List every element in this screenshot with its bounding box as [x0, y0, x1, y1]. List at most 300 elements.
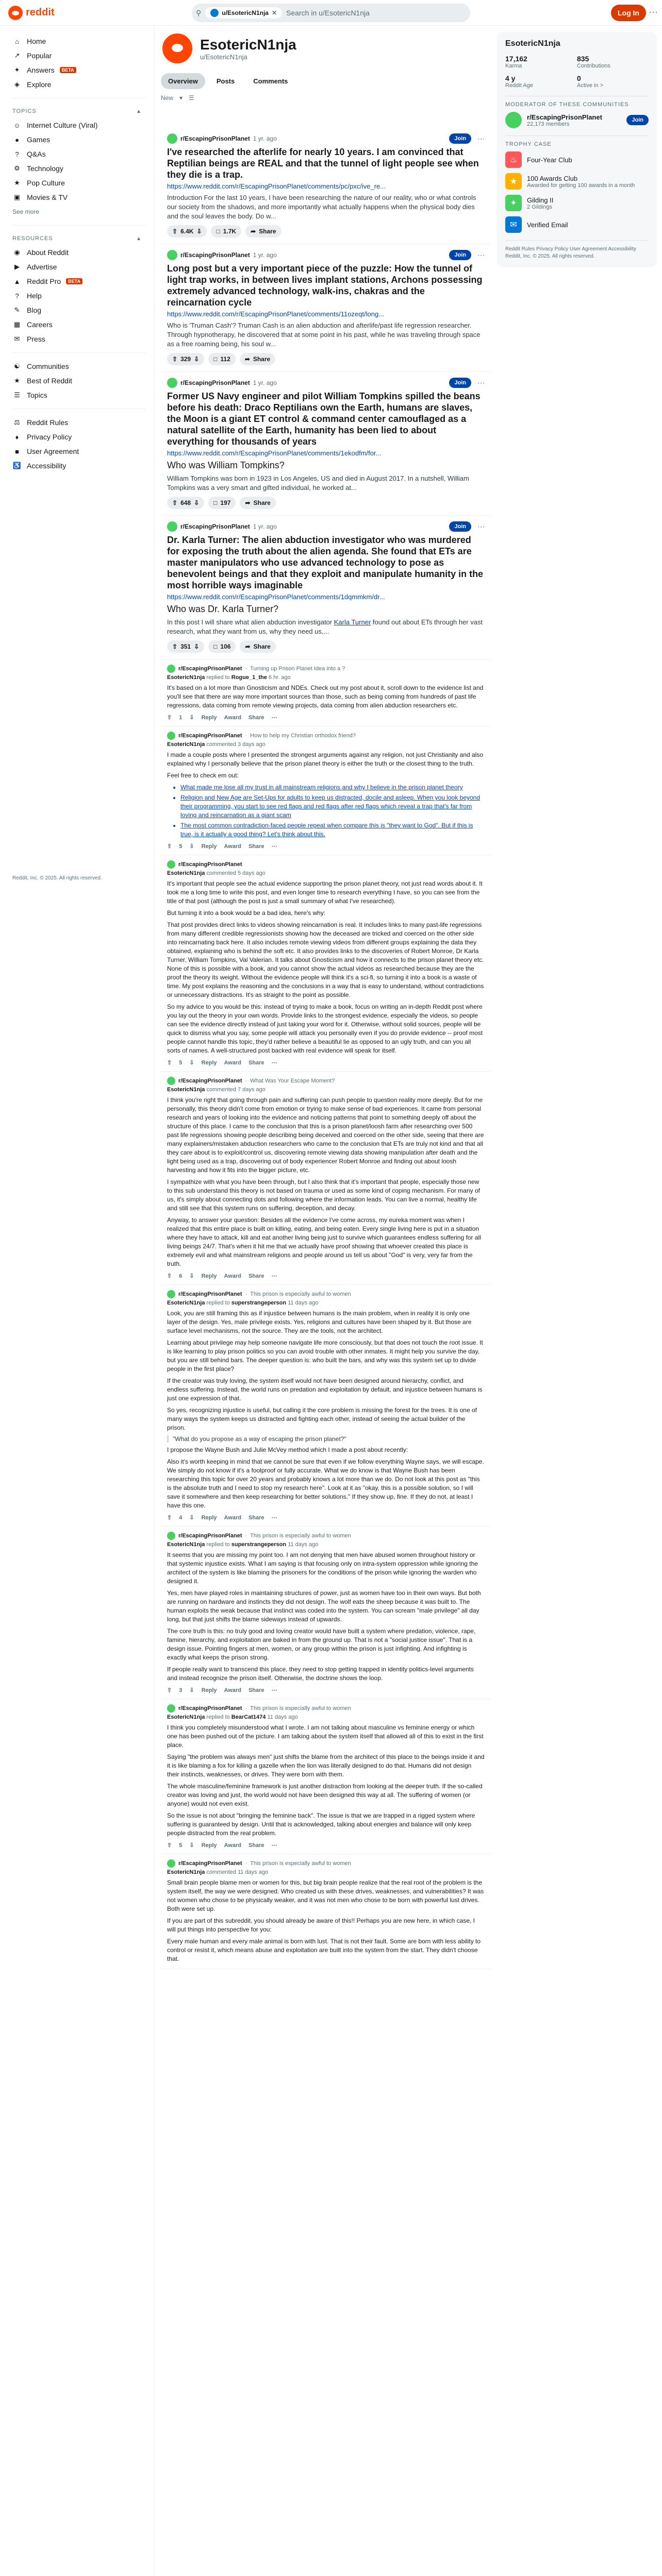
subreddit-icon: [167, 521, 177, 532]
share-button[interactable]: [240, 353, 275, 365]
sidebar-item-about[interactable]: [12, 245, 146, 260]
upvote-icon[interactable]: ⇧: [167, 1060, 172, 1066]
share-button[interactable]: Share: [248, 1059, 264, 1066]
comment-author-line: [167, 1541, 485, 1548]
subreddit-icon: [167, 732, 175, 740]
separator-dot: ·: [245, 1533, 247, 1539]
sort-label: New: [161, 94, 174, 101]
sidebar-item-rules[interactable]: [12, 415, 146, 430]
profile-header: [161, 32, 491, 101]
comment-count: 112: [220, 355, 230, 363]
agreement-icon: ■: [15, 447, 19, 455]
comment-subreddit[interactable]: r/EscapingPrisonPlanet: [178, 1078, 242, 1084]
search-scope-label: u/EsotericN1nja: [222, 9, 269, 16]
reply-button[interactable]: Reply: [201, 1514, 217, 1521]
pop-culture-icon: ★: [14, 179, 20, 187]
downvote-icon[interactable]: ⇩: [194, 355, 200, 363]
upvote-icon[interactable]: ⇧: [172, 643, 178, 650]
trophy-list: [505, 151, 649, 233]
comment-actions: [167, 843, 485, 850]
share-label: Share: [259, 228, 276, 235]
replied-to-text: replied to: [205, 1714, 231, 1720]
more-options-icon[interactable]: ⋯: [271, 1273, 277, 1279]
comment-paragraph: Look, you are still framing this as if injustice between humans is the main problem, when in reality it is only one layer of the design. Yes, male privilege exists. Yes, religions and cultures have been shaped by it. But those are surface level mechanisms, not the source. They are the tools, not the architect.: [167, 1310, 472, 1334]
comment-author[interactable]: EsotericN1nja: [167, 1300, 205, 1306]
post-body-text: found out about ETs through her vast research, what they want from us, why they need us,...: [167, 618, 483, 635]
comment-subreddit[interactable]: r/EscapingPrisonPlanet: [178, 733, 242, 739]
moderator-header: MODERATOR OF THESE COMMUNITIES: [505, 101, 629, 108]
join-button[interactable]: Join: [626, 115, 649, 125]
more-options-icon[interactable]: ⋯: [271, 715, 277, 721]
more-options-icon[interactable]: ⋯: [477, 378, 485, 387]
sidebar-item-topic[interactable]: [12, 118, 146, 132]
comment-thread-title[interactable]: This prison is especially awful to women: [250, 1705, 351, 1711]
sidebar-item-label: Topics: [27, 391, 47, 399]
sidebar-item-advertise[interactable]: [12, 260, 146, 274]
comment-thread-title[interactable]: This prison is especially awful to women: [250, 1533, 351, 1539]
comment-context: [167, 1077, 485, 1085]
join-button[interactable]: Join: [449, 133, 471, 144]
inline-link[interactable]: Karla Turner: [334, 618, 371, 626]
join-button[interactable]: Join: [449, 250, 471, 260]
sidebar-item-careers[interactable]: [12, 317, 146, 332]
post-title[interactable]: Long post but a very important piece of the puzzle: How the tunnel of light trap works, in between lives implant stations, Archons possessing extremely advanced technology, walk-ins, chakras and the reincarnation cycle: [167, 263, 483, 308]
technology-icon: ⚙: [14, 164, 20, 172]
sidebar-item-privacy[interactable]: [12, 430, 146, 444]
trophy-text: [527, 221, 568, 229]
comment-context: [167, 860, 485, 869]
user-avatar-icon: [210, 9, 219, 17]
comment-card[interactable]: [161, 1699, 491, 1854]
replied-to-user[interactable]: BearCat1474: [231, 1714, 266, 1720]
reply-button[interactable]: Reply: [201, 843, 217, 850]
resources-header-label: RESOURCES: [12, 235, 53, 242]
more-options-icon[interactable]: ⋯: [477, 522, 485, 531]
post-subreddit[interactable]: r/EscapingPrisonPlanet: [180, 135, 250, 142]
downvote-icon[interactable]: ⇩: [189, 843, 194, 850]
comment-paragraph: It's based on a lot more than Gnosticism and NDEs. Check out my post about it, scroll down to the evidence list and you'll see that there are way more important sources than those, such as being coming from hundreds of past life regressions, data coming from remote viewing projects, data coming from alien abduction researchers etc.: [167, 684, 484, 709]
post-body: Who is 'Truman Cash'? Truman Cash is an alien abduction and afterlife/past life regression researcher. Through hypnotherapy, he discovered that at some point in his past, while he was traveling through space as a free roaming being, his soul w...: [167, 321, 481, 348]
sidebar-item-label: Advertise: [27, 263, 57, 271]
clear-scope-icon[interactable]: ✕: [271, 9, 277, 16]
upvote-icon[interactable]: ⇧: [167, 1273, 172, 1279]
comment-paragraph: If you are part of this subreddit, you should already be aware of this!! Perhaps you are new here, in which case, I will put things into perspective for you:: [167, 1917, 475, 1933]
downvote-icon[interactable]: ⇩: [189, 1273, 194, 1279]
comments-button[interactable]: [208, 497, 236, 509]
best-of-icon: ★: [14, 377, 20, 384]
comment-author[interactable]: EsotericN1nja: [167, 1869, 205, 1875]
share-button[interactable]: Share: [248, 1687, 264, 1693]
chevron-down-icon: ▾: [179, 94, 183, 101]
accessibility-icon: ♿: [12, 462, 22, 469]
comment-author-line: [167, 741, 485, 748]
reply-button[interactable]: Reply: [201, 1687, 217, 1693]
share-button[interactable]: [245, 225, 281, 238]
comment-author[interactable]: EsotericN1nja: [167, 1087, 205, 1093]
comment-quote: "What do you propose as a way of escaping the prison planet?": [167, 1435, 485, 1443]
sidebar-item-press[interactable]: [12, 332, 146, 346]
separator-dot: ·: [245, 733, 247, 739]
replied-to-user[interactable]: superstrangeperson: [231, 1300, 287, 1306]
comments-button[interactable]: [211, 225, 241, 238]
comment-subreddit[interactable]: r/EscapingPrisonPlanet: [178, 1533, 242, 1539]
replied-to-user[interactable]: Rogue_1_the: [231, 674, 267, 681]
internet-culture-icon: ☺: [13, 121, 21, 129]
help-icon: ?: [15, 292, 19, 300]
sidebar-item-answers[interactable]: [12, 63, 146, 77]
sidebar-item-best-of-reddit[interactable]: [12, 374, 146, 388]
post-card[interactable]: [161, 244, 491, 372]
trophy-case-header: TROPHY CASE: [505, 141, 552, 147]
topics-icon: ☰: [14, 391, 20, 399]
upvote-icon[interactable]: ⇧: [167, 1687, 172, 1693]
comment-subreddit[interactable]: r/EscapingPrisonPlanet: [178, 666, 242, 672]
upvote-icon[interactable]: ⇧: [167, 1515, 172, 1521]
comment-count: 197: [220, 499, 231, 506]
more-options-icon[interactable]: ⋯: [477, 250, 485, 259]
post-title[interactable]: Dr. Karla Turner: The alien abduction investigator who was murdered for exposing the truth about the alien agenda. She found that ETs are master manipulators who use advanced technology to pose as benevolent beings and that they exploit and manipulate humanity in the most horrible ways imaginable: [167, 535, 484, 590]
comment-author[interactable]: EsotericN1nja: [167, 674, 205, 681]
post-card[interactable]: [161, 516, 491, 659]
share-label: Share: [253, 643, 271, 650]
comment-link-list: [180, 783, 485, 839]
comment-actions: [167, 1687, 485, 1693]
award-button[interactable]: Award: [224, 843, 241, 850]
vote-button[interactable]: [167, 497, 204, 509]
reddit-pro-icon: ▲: [13, 277, 21, 285]
comment-vote-count: 5: [179, 843, 183, 850]
search-input[interactable]: Search in u/EsotericN1nja: [286, 9, 370, 17]
chevron-up-icon: ▲: [136, 235, 142, 242]
profile-handle: u/EsotericN1nja: [200, 53, 247, 61]
comment-card[interactable]: [161, 1072, 491, 1285]
sidebar-item-topics[interactable]: [12, 388, 146, 402]
comment-thread-title[interactable]: This prison is especially awful to women: [250, 1860, 351, 1867]
sidebar-item-accessibility[interactable]: [12, 459, 146, 473]
comment-paragraph: So yes, recognizing injustice is useful, but calling it the core problem is missing the forest for the trees. It is one of many ways the system keeps us distracted and fighting each other, instead of seeing the actual builder of the prison.: [167, 1406, 477, 1431]
sidebar-item-label: Home: [27, 37, 46, 45]
subreddit-icon: [167, 1704, 175, 1713]
search-icon: ⚲: [196, 8, 202, 17]
stat-value: 4 y: [505, 74, 516, 82]
profile-tabs: [161, 73, 491, 89]
trophy-name: Four-Year Club: [527, 156, 572, 164]
reddit-icon: ◉: [14, 248, 20, 256]
post-link[interactable]: https://www.reddit.com/r/EscapingPrisonPlanet/comments/1dqmmkm/dr...: [167, 593, 385, 601]
comment-author-line: [167, 674, 485, 681]
share-icon: ➦: [251, 228, 256, 235]
separator-dot: ·: [245, 1860, 247, 1867]
share-button[interactable]: Share: [248, 1842, 264, 1849]
reply-button[interactable]: Reply: [201, 1842, 217, 1849]
comment-count: 106: [220, 643, 231, 650]
upvote-icon[interactable]: ⇧: [172, 228, 178, 235]
search-bar[interactable]: [192, 4, 470, 22]
sidebar-item-user-agreement[interactable]: [12, 444, 146, 459]
reply-button[interactable]: Reply: [201, 1059, 217, 1066]
post-title[interactable]: Former US Navy engineer and pilot William Tompkins spilled the beans before his death: Draco Reptilians own the Earth, humans are slaves, the Moon is a giant ET control & command center camouflaged as a natural satellite of the Earth, humanity has been lied to about everything for thousands of years: [167, 391, 481, 447]
upvote-icon[interactable]: ⇧: [167, 1842, 172, 1849]
comment-context: [167, 1532, 485, 1540]
trophy-text: [527, 196, 553, 210]
stat-active-in[interactable]: [577, 74, 649, 89]
comment-subreddit[interactable]: r/EscapingPrisonPlanet: [178, 1860, 242, 1867]
downvote-icon[interactable]: ⇩: [196, 228, 202, 235]
comment-paragraph: It's important that people see the actual evidence supporting the prison planet theory, not just read words about it. It took me a long time to write this post, and even longer time to research everything I have, so you can see from the title of that post (although the post is just a small summary of what I've researched).: [167, 880, 483, 905]
moderated-community[interactable]: [505, 112, 649, 128]
comment-thread-title[interactable]: What Was Your Escape Moment?: [250, 1078, 335, 1084]
movies-tv-icon: ▣: [13, 193, 21, 201]
comments-button[interactable]: [208, 640, 236, 653]
comment-paragraph: So my advice to you would be this: instead of trying to make a book, focus on writing an in-depth Reddit post where you lay out the theory in your own words. Provide links to the strongest evidence, especially the videos, so people can see the evidence directly instead of just taking your word for it. Otherwise, without solid sources, people will be quick to dismiss what you say, some people will attack you personally even if you do provide evidence -- proof most people cannot handle this topic, they'd rather believe a beautiful lie as opposed to an ugly truth, and can you all sorts of names. A well-structured post backed with real evidence will speak for itself.: [167, 1003, 483, 1054]
replied-to-text: replied to: [205, 674, 231, 681]
comment-link[interactable]: • The most common contradiction-faced people repeat when compare this is "they want to God". But if this is true, is it actually a good thing? Let's think about this.: [180, 821, 485, 839]
stat-label: Karma: [505, 63, 522, 69]
reply-button[interactable]: Reply: [201, 1273, 217, 1279]
comment-actions: [167, 1514, 485, 1521]
comment-context: [167, 732, 485, 740]
search-scope-chip[interactable]: [205, 7, 282, 19]
comment-card[interactable]: [161, 855, 491, 1072]
comment-author[interactable]: EsotericN1nja: [167, 870, 205, 876]
comment-card[interactable]: [161, 1854, 491, 1969]
sidebar-item-topic[interactable]: [12, 132, 146, 147]
comment-author-line: [167, 1087, 485, 1093]
left-sidebar: [0, 26, 155, 2576]
chevron-up-icon: ▲: [136, 108, 142, 114]
comment-paragraph: I think you're right that going through pain and suffering can push people to question reality more deeply. But for me personally, this theory didn't come from emotion or trying to make sense of bad experiences. It came from personal research and years of looking into the evidence and noticing patterns that point to something deeply off about the structure of this place. I came to the conclusion that this is a prison planet/loosh farm after researching over 500 past life regressions showing people describing being deceived and coerced on the other side, seeing that there are many explainers/mistaken abduction researchers who came to the conclusion that ETs are truly not kind and that all they care about is to exploit/control us, discovering remote viewing data showing manipulation after death and the light being used as a trap, discovering out of body experiencer Robert Monroe and finding out about loosh harvesting and how it fits into the bigger picture, etc.: [167, 1096, 484, 1174]
more-options-icon[interactable]: ⋯: [271, 1842, 277, 1849]
comment-vote-count: 5: [179, 1059, 183, 1066]
comment-subreddit[interactable]: r/EscapingPrisonPlanet: [178, 1705, 242, 1711]
comment-author[interactable]: EsotericN1nja: [167, 1541, 205, 1548]
upvote-icon[interactable]: ⇧: [167, 715, 172, 721]
post-card[interactable]: [161, 372, 491, 516]
vote-button[interactable]: [167, 640, 204, 653]
comment-context: [167, 1290, 485, 1298]
comment-actions: [167, 714, 485, 721]
sidebar-item-label: Games: [27, 135, 51, 144]
award-button[interactable]: Award: [224, 1842, 241, 1849]
downvote-icon[interactable]: ⇩: [189, 1687, 194, 1693]
sidebar-item-topic[interactable]: [12, 190, 146, 205]
sidebar-item-communities[interactable]: [12, 359, 146, 374]
view-layout-icon[interactable]: ☰: [189, 94, 194, 101]
topics-header[interactable]: [12, 105, 146, 118]
comment-author[interactable]: EsotericN1nja: [167, 741, 205, 748]
join-button[interactable]: Join: [449, 378, 471, 388]
share-label: Share: [253, 499, 271, 506]
share-button[interactable]: Share: [248, 843, 264, 850]
post-subreddit[interactable]: r/EscapingPrisonPlanet: [180, 379, 250, 386]
share-button[interactable]: Share: [248, 714, 264, 721]
more-options-icon[interactable]: ···: [649, 7, 658, 17]
community-name[interactable]: r/EscapingPrisonPlanet: [527, 113, 602, 121]
post-title[interactable]: I've researched the afterlife for nearly 10 years. I am convinced that Reptilian beings are REAL and that the tunnel of light people see when they die is a trap.: [167, 147, 479, 180]
comment-thread-title[interactable]: Turning up Prison Planet Idea into a ?: [250, 666, 345, 672]
comment-paragraph: Yes, men have played roles in maintaining structures of power, just as women have too in their own ways. But both are running on hardware and instincts they did not design. The wolf eats the sheep because it was built to. The human exploits the weak because that instinct was coded into the system. You can scream "male privilege" all day long, but that just shifts the blame sideways instead of upwards.: [167, 1589, 481, 1623]
upvote-icon[interactable]: ⇧: [172, 355, 178, 363]
comment-author-line: [167, 870, 485, 876]
more-options-icon[interactable]: ⋯: [271, 1687, 277, 1693]
share-button[interactable]: Share: [248, 1273, 264, 1279]
comment-icon: □: [213, 643, 218, 650]
sidebar-item-help[interactable]: [12, 289, 146, 303]
sort-dropdown[interactable]: [161, 94, 491, 101]
share-button[interactable]: [240, 640, 275, 653]
comment-author-line: [167, 1869, 485, 1875]
comment-age: commented 5 days ago: [206, 870, 266, 876]
comment-card[interactable]: [161, 1285, 491, 1527]
more-options-icon[interactable]: ⋯: [271, 1060, 277, 1066]
more-options-icon[interactable]: ⋯: [477, 134, 485, 143]
vote-count: 351: [180, 643, 191, 650]
home-icon: ⌂: [15, 37, 19, 45]
reply-button[interactable]: Reply: [201, 714, 217, 721]
comment-card[interactable]: [161, 659, 491, 726]
comment-card[interactable]: [161, 726, 491, 855]
sidebar-item-explore[interactable]: [12, 77, 146, 92]
share-icon: ➦: [245, 643, 251, 650]
comment-thread-title[interactable]: This prison is especially awful to women: [250, 1291, 351, 1297]
sidebar-item-label: Movies & TV: [27, 193, 68, 201]
post-subreddit[interactable]: r/EscapingPrisonPlanet: [180, 251, 250, 259]
post-link[interactable]: https://www.reddit.com/r/EscapingPrisonPlanet/comments/11ozeqt/long...: [167, 310, 385, 318]
comment-vote-count: 5: [179, 1842, 183, 1849]
subreddit-icon: [167, 860, 175, 869]
post-card[interactable]: [161, 128, 491, 244]
see-more-link[interactable]: [12, 205, 146, 219]
sidebar-item-topic[interactable]: [12, 176, 146, 190]
rules-icon: ⚖: [14, 418, 20, 426]
upvote-icon[interactable]: ⇧: [172, 499, 178, 506]
more-options-icon[interactable]: ⋯: [271, 843, 277, 850]
award-button[interactable]: Award: [224, 1514, 241, 1521]
replied-to-text: replied to: [205, 1300, 231, 1306]
reddit-logo[interactable]: [8, 6, 163, 20]
vote-count: 6.4K: [180, 228, 194, 235]
reddit-logo-icon: [8, 6, 23, 20]
comment-card[interactable]: [161, 1527, 491, 1699]
sidebar-item-label: Popular: [27, 52, 52, 60]
comment-actions: [167, 1273, 485, 1279]
award-button[interactable]: Award: [224, 1059, 241, 1066]
downvote-icon[interactable]: ⇩: [189, 1842, 194, 1849]
post-subheading: Who was William Tompkins?: [167, 460, 285, 470]
join-button[interactable]: Join: [449, 521, 471, 532]
award-button[interactable]: Award: [224, 1273, 241, 1279]
trophy-item: [505, 195, 649, 211]
communities-icon: ☯: [14, 362, 20, 370]
comment-link[interactable]: • Religion and New Age are Set-Ups for adults to keep us distracted, docile and asleep. When you look beyond their programming, you start to see red flags and red flags after red flags which reveal a trap that's far from loving and reincarnation as a giant scam: [180, 793, 485, 820]
comments-button[interactable]: [208, 353, 236, 365]
separator-dot: ·: [245, 1291, 247, 1297]
comment-age: 6 hr. ago: [268, 674, 291, 681]
trophy-name: 100 Awards Club: [527, 174, 578, 182]
share-icon: ➦: [245, 499, 251, 506]
sidebar-item-label: Explore: [27, 80, 52, 89]
post-subreddit[interactable]: r/EscapingPrisonPlanet: [180, 523, 250, 530]
sidebar-item-topic[interactable]: [12, 161, 146, 176]
tab-posts[interactable]: Posts: [216, 77, 235, 85]
right-footer: Reddit Rules Privacy Policy User Agreement Accessibility Reddit, Inc. © 2025. All rights reserved.: [505, 246, 636, 259]
divider: [12, 352, 146, 353]
resources-header[interactable]: [12, 232, 146, 245]
comment-thread-title[interactable]: How to help my Christian orthodox friend?: [250, 733, 356, 739]
sidebar-item-label: Answers: [27, 66, 55, 74]
comment-link[interactable]: • What made me lose all my trust in all mainstream religions and why I believe in the prison planet theory: [180, 783, 485, 792]
more-options-icon[interactable]: ⋯: [271, 1515, 277, 1521]
trophy-description: Awarded for getting 100 awards in a month: [527, 182, 635, 189]
sidebar-item-label: Privacy Policy: [27, 433, 72, 441]
share-label: Share: [253, 355, 271, 363]
tab-overview[interactable]: Overview: [161, 73, 205, 89]
comment-paragraph: Also it's worth keeping in mind that we cannot be sure that even if we follow everything Wayne says, we will escape. We simply do not know if it's a foolproof or fully accurate. What we do know is that Wayne Bush has been researching this topic for over 20 years and probably knows a lot more than we do. Do not look at this post as "this is the absolute truth and I need to stop my research here". Look at it as "okay, this is a possible solution, so I will save it somewhere and then keep researching for better solutions." If they show up, fine. If they do not, at least I have this one.: [167, 1458, 484, 1509]
downvote-icon[interactable]: ⇩: [194, 643, 200, 650]
comment-age: commented 3 days ago: [206, 741, 266, 748]
tab-comments[interactable]: Comments: [253, 77, 288, 85]
comment-author[interactable]: EsotericN1nja: [167, 1714, 205, 1720]
comment-age: 11 days ago: [288, 1541, 319, 1548]
upvote-icon[interactable]: ⇧: [167, 843, 172, 850]
subreddit-icon: [505, 112, 522, 128]
sidebar-item-popular[interactable]: [12, 48, 146, 63]
comment-paragraph: If the creator was truly loving, the system itself would not have been designed around hierarchy, conflict, and endless suffering. Instead, the world runs on predation and exploitation by default, and injustice between humans is just one expression of that.: [167, 1377, 483, 1402]
post-link[interactable]: https://www.reddit.com/r/EscapingPrisonPlanet/comments/pc/pxc/ive_re...: [167, 182, 386, 190]
comment-vote-count: 6: [179, 1273, 183, 1279]
comment-paragraph: It seems that you are missing my point too. I am not denying that men have abused women throughout history or that systemic injustice exists. What I am saying is that focusing only on intra-system oppression while ignoring the architect of the system is like blaming the prisoners for the conditions of the prison while ignoring the warden who designed it.: [167, 1551, 478, 1585]
login-button[interactable]: Log In: [611, 5, 646, 21]
sidebar-item-home[interactable]: [12, 34, 146, 48]
comment-icon: □: [213, 499, 218, 506]
comment-paragraph: But turning it into a book would be a bad idea, here's why:: [167, 909, 326, 917]
email-icon: ✉: [505, 216, 522, 233]
trophy-name: Gilding II: [527, 196, 554, 204]
sidebar-item-label: Blog: [27, 306, 42, 314]
careers-icon: ▦: [13, 320, 21, 328]
downvote-icon[interactable]: ⇩: [194, 499, 200, 506]
downvote-icon[interactable]: ⇩: [189, 715, 194, 721]
downvote-icon[interactable]: ⇩: [189, 1060, 194, 1066]
beta-badge: BETA: [66, 278, 82, 284]
replied-to-user[interactable]: superstrangeperson: [231, 1541, 287, 1548]
sidebar-item-blog[interactable]: [12, 303, 146, 317]
trophy-item: [505, 216, 649, 233]
award-button[interactable]: Award: [224, 714, 241, 721]
comment-subreddit[interactable]: r/EscapingPrisonPlanet: [178, 1291, 242, 1297]
share-button[interactable]: [240, 497, 275, 509]
comment-subreddit[interactable]: r/EscapingPrisonPlanet: [178, 861, 242, 868]
sidebar-item-label: Q&As: [27, 150, 46, 158]
downvote-icon[interactable]: ⇩: [189, 1515, 194, 1521]
comment-vote-count: 3: [179, 1687, 183, 1693]
post-link[interactable]: https://www.reddit.com/r/EscapingPrisonPlanet/comments/1ekodfm/for...: [167, 449, 382, 457]
trophy-description: 2 Gildings: [527, 204, 552, 210]
logo-text: reddit: [26, 7, 55, 18]
sidebar-item-topic[interactable]: [12, 147, 146, 161]
comment-context: [167, 1704, 485, 1713]
share-button[interactable]: Share: [248, 1514, 264, 1521]
comment-paragraph: That post provides direct links to videos showing reincarnation is real. It includes links to many past-life regressions from many different credible regressionists showing how the deceased are tricked and coerced on the other side into reincarnating back here. It also includes remote viewing videos from different groups explaining the data they obtained, explaining who is behind the soft etc. It also provides links to the discoveries of Robert Monroe, Dr Karla Turner, William Tompkins, Val Valerian. It talks about Gnosticism and how it connects to the prison planet theory etc. None of this is possible with a book, and you cannot show the actual videos as researched because they are the proof the theory its weight. Without the evidence people will think it's a sci-fi, so turning it into a book is a waste of time. My post explains the reasoning and the conclusions in a way that is easy to understand, without contradictions or unnecessary distractions. It's as straight to the point as possible.: [167, 921, 484, 998]
comment-context: [167, 1859, 485, 1868]
vote-button[interactable]: [167, 225, 207, 238]
comment-actions: [167, 1059, 485, 1066]
sidebar-item-reddit-pro[interactable]: [12, 274, 146, 289]
subreddit-icon: [167, 1290, 175, 1298]
comment-paragraph: Feel free to check em out:: [167, 772, 239, 779]
award-button[interactable]: Award: [224, 1687, 241, 1693]
vote-button[interactable]: [167, 353, 204, 365]
